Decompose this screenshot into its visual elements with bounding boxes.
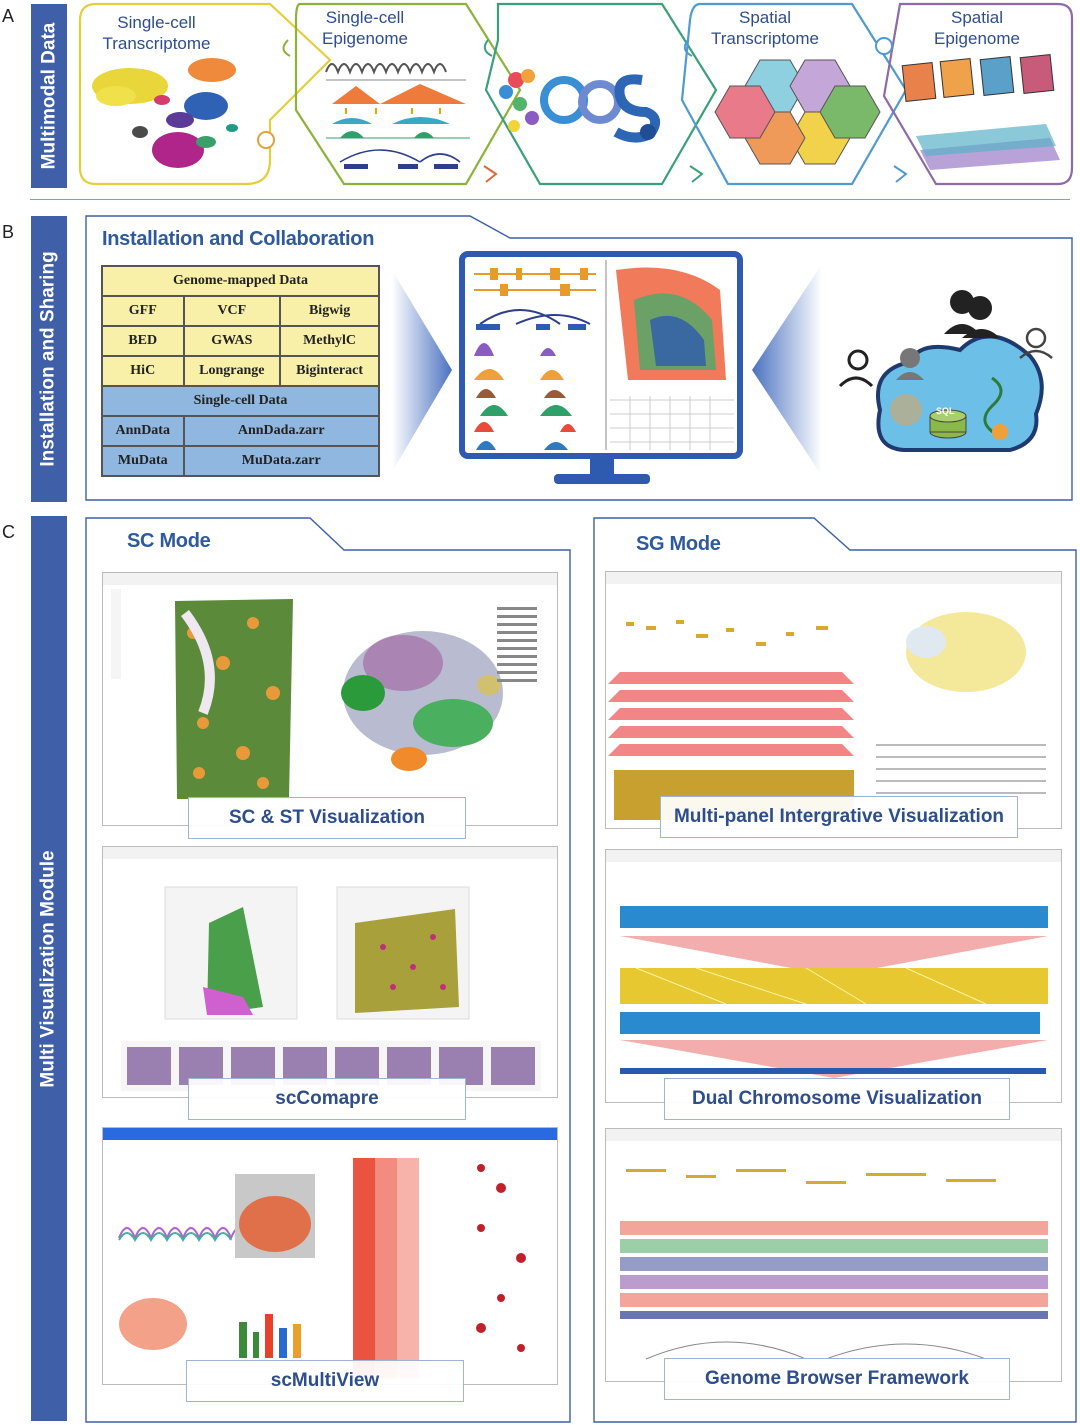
format-cell: AnnData [102,416,184,446]
cell-title-line2: Transcriptome [102,34,211,53]
sc-header-row [102,386,379,416]
sc-umap-illustration [92,58,238,168]
format-cell: BED [102,326,184,356]
format-cell: GFF [102,296,184,326]
genome-row [102,356,379,386]
scmultiview-screenshot [102,1127,558,1385]
caption-genome-browser: Genome Browser Framework [664,1358,1010,1400]
installation-title: Installation and Collaboration [102,228,375,250]
sc-header-cell: Single-cell Data [102,386,379,416]
panel-a-letter: A [2,6,15,26]
sg-mode-title: SG Mode [636,533,721,555]
panel-b-sidebar-label: Installation and Sharing [38,251,60,467]
panel-c-letter: C [2,522,15,542]
format-cell: HiC [102,356,184,386]
panel-b-letter: B [2,222,15,242]
multipanel-illustration [606,572,1061,828]
sql-label: SQL [936,406,955,416]
sc-st-visualization-screenshot [102,572,558,826]
format-cell: MuData.zarr [184,446,380,476]
panel-a-sidebar-label: Multimodal Data [38,22,60,170]
sc-row [102,416,379,446]
multipanel-screenshot [605,571,1062,829]
monitor-illustration [462,254,740,484]
caption-dual-chromosome: Dual Chromosome Visualization [664,1078,1010,1120]
genome-header-row [102,266,379,296]
cell-title-line2: Transcriptome [710,29,819,48]
format-cell: Biginteract [280,356,379,386]
genome-row [102,296,379,326]
epigenome-track-illustration [326,64,470,169]
sc-st-illustration [103,573,557,825]
cell-title-spatial-transcriptome [695,7,835,49]
sccompare-screenshot [102,846,558,1098]
genome-row [102,326,379,356]
data-format-table [101,265,380,477]
cell-title-spatial-epigenome [912,7,1042,49]
format-cell: AnnDada.zarr [184,416,380,446]
dual-chromosome-illustration [606,850,1061,1102]
panel-c-sidebar-label: Multi Visualization Module [38,849,60,1088]
cell-title-line1: Single-cell [117,13,196,32]
format-cell: MuData [102,446,184,476]
arrow-left-wedge [392,270,452,472]
format-cell: VCF [184,296,281,326]
scmultiview-illustration [103,1128,557,1384]
genome-browser-illustration [606,1129,1061,1381]
format-cell: MethylC [280,326,379,356]
sccompare-illustration [103,847,557,1097]
sql-cloud-illustration [840,290,1052,450]
genome-header-cell: Genome-mapped Data [102,266,379,296]
dual-chromosome-screenshot [605,849,1062,1103]
cell-title-line1: Spatial [739,8,791,27]
cell-title-line1: Single-cell [325,8,405,27]
arrow-right-wedge [752,264,822,476]
format-cell: Bigwig [280,296,379,326]
cell-title-line2: Epigenome [933,29,1020,48]
caption-sc-st-visualization: SC & ST Visualization [188,797,466,839]
sc-mode-title: SC Mode [127,530,211,552]
cell-title-sc-transcriptome [84,12,229,54]
caption-multipanel: Multi-panel Intergrative Visualization [660,796,1018,838]
cell-title-sc-epigenome [300,7,430,49]
cell-title-line2: Epigenome [321,29,408,48]
sc-row [102,446,379,476]
caption-scmultiview: scMultiView [186,1360,464,1402]
format-cell: Longrange [184,356,281,386]
genome-browser-screenshot [605,1128,1062,1382]
format-cell: GWAS [184,326,281,356]
caption-sccompare: scComapre [188,1078,466,1120]
spatial-transcriptome-illustration [715,60,880,164]
multiomics-icon-cluster [499,69,656,140]
spatial-epigenome-illustration [902,55,1060,170]
cell-title-line1: Spatial [951,8,1003,27]
